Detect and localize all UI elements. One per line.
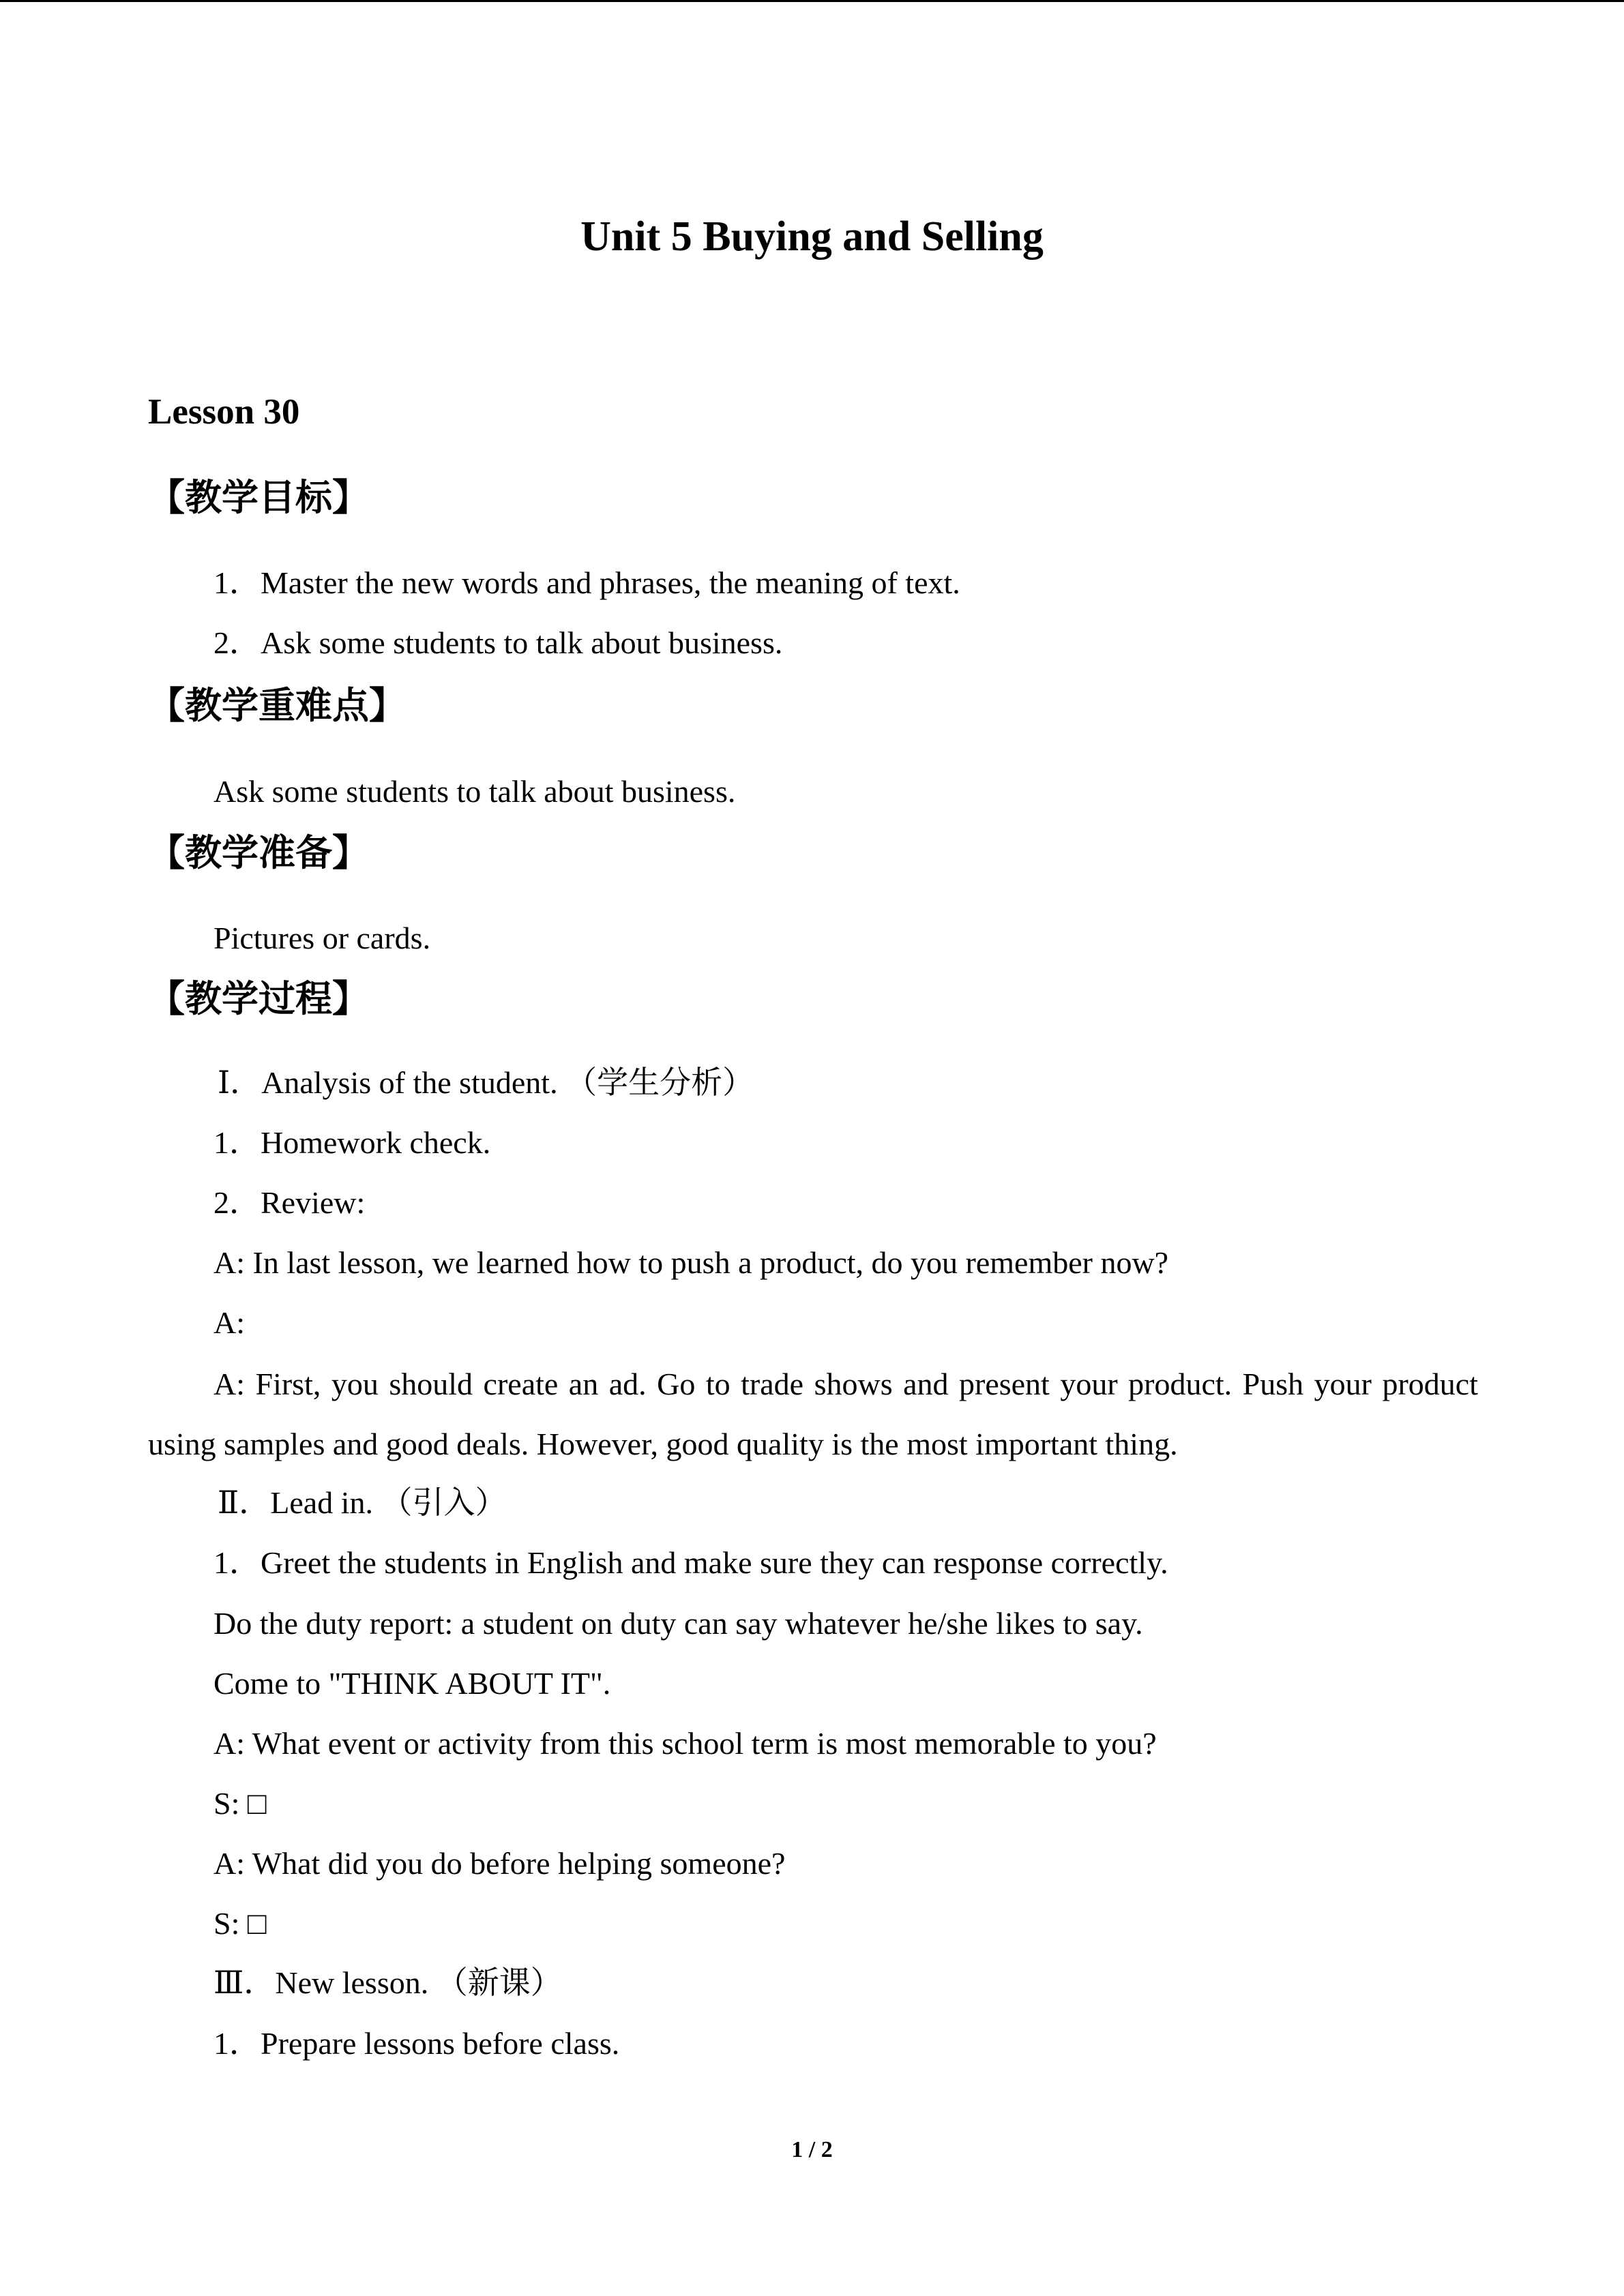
process-line: A: What did you do before helping someone? (213, 1846, 786, 1881)
process-step-analysis: Ⅰ．Analysis of the student. （学生分析） (218, 1065, 754, 1100)
process-line: 1．Homework check. (213, 1125, 491, 1160)
process-step-lead-in: Ⅱ．Lead in. （引入） (218, 1485, 507, 1520)
objectives-heading: 【教学目标】 (148, 476, 369, 519)
top-border (0, 0, 1624, 2)
process-heading: 【教学过程】 (148, 977, 369, 1020)
process-line: 1．Prepare lessons before class. (213, 2026, 620, 2061)
objective-item-1: 1．Master the new words and phrases, the meaning of text. (213, 565, 960, 600)
page-number: 1 / 2 (791, 2137, 833, 2162)
preparation-text: Pictures or cards. (213, 921, 431, 955)
process-line: Come to "THINK ABOUT IT". (213, 1666, 611, 1701)
process-line: A: What event or activity from this school term is most memorable to you? (213, 1726, 1157, 1761)
document-title: Unit 5 Buying and Selling (580, 213, 1044, 260)
preparation-heading: 【教学准备】 (148, 831, 369, 874)
process-line: 2．Review: (213, 1185, 366, 1220)
process-step-new-lesson: Ⅲ．New lesson. （新课） (213, 1965, 562, 2000)
objective-item-2: 2．Ask some students to talk about business. (213, 625, 783, 660)
process-line: S: □ (213, 1786, 267, 1821)
process-paragraph: A: First, you should create an ad. Go to trade shows and present your product. Push your product using samples and good deals. However, good quality is the most important thing. (148, 1367, 1478, 1461)
process-line: A: In last lesson, we learned how to push a product, do you remember now? (213, 1245, 1169, 1280)
process-line: S: □ (213, 1906, 267, 1941)
process-line: 1．Greet the students in English and make sure they can response correctly. (213, 1545, 1168, 1580)
key-points-text: Ask some students to talk about business. (213, 774, 736, 809)
process-line: A: (213, 1305, 245, 1340)
key-points-heading: 【教学重难点】 (148, 684, 406, 727)
lesson-heading: Lesson 30 (148, 392, 300, 432)
process-line: Do the duty report: a student on duty can say whatever he/she likes to say. (213, 1606, 1143, 1641)
